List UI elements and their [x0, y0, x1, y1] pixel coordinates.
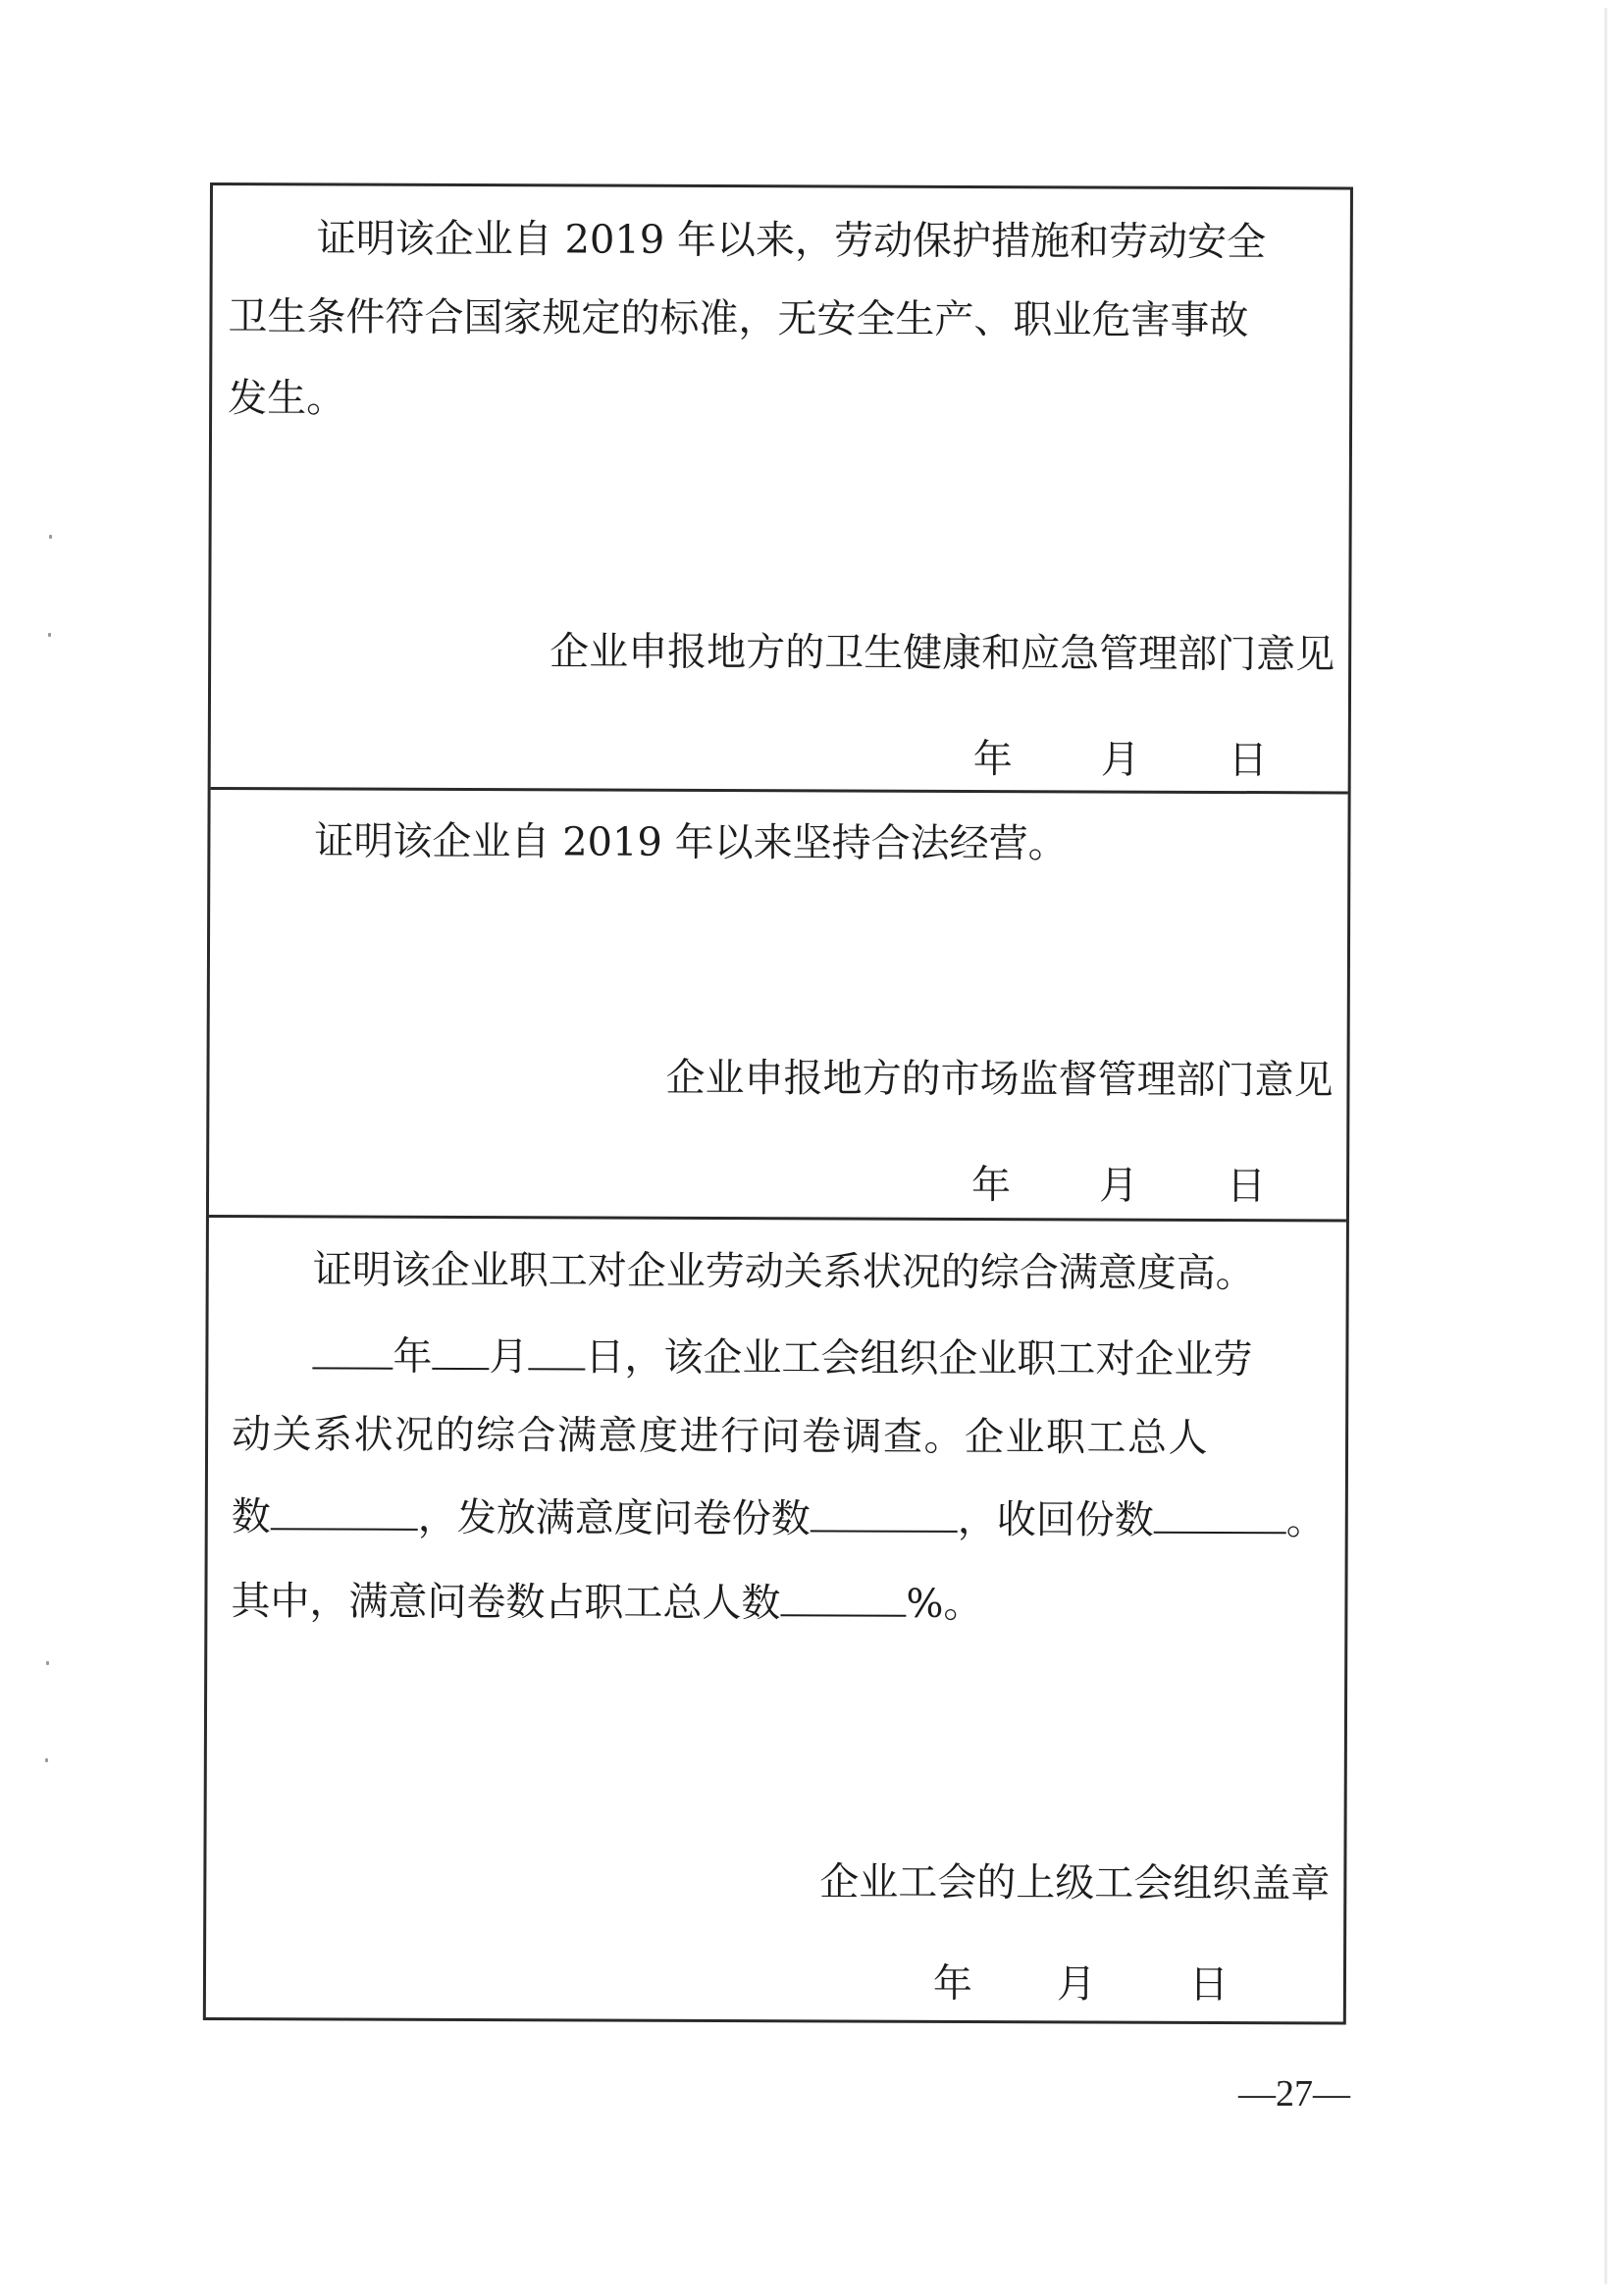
survey-line-1-text: 日，该企业工会组织企业职工对企业劳: [585, 1334, 1253, 1383]
section-divider-1: [211, 787, 1348, 794]
section1-body-line-3: 发生。: [228, 376, 346, 422]
section1-signature-label: 企业申报地方的卫生健康和应急管理部门意见: [550, 629, 1335, 678]
scan-speck: [46, 1661, 49, 1665]
survey-line-2: 动关系状况的综合满意度进行问卷调查。企业职工总人: [232, 1412, 1210, 1461]
section1-date-day: 日: [1228, 737, 1268, 784]
section2-date-day: 日: [1226, 1163, 1267, 1210]
questionnaires-issued-field[interactable]: [811, 1496, 958, 1533]
survey-line-3-label-c: ，收回份数: [957, 1496, 1154, 1543]
survey-line-3-label-a: 数: [231, 1494, 271, 1540]
section-divider-2: [209, 1215, 1346, 1222]
survey-line-4-label-a: 其中，满意问卷数占职工总人数: [231, 1579, 781, 1627]
section3-date-month: 月: [1056, 1961, 1097, 2008]
scan-speck: [45, 1758, 48, 1762]
certification-form-table: [203, 183, 1353, 2024]
questionnaires-returned-field[interactable]: [1154, 1498, 1286, 1535]
satisfied-percentage-field[interactable]: [780, 1581, 906, 1616]
section2-date-year: 年: [970, 1162, 1012, 1209]
survey-line-3-label-b: ，发放满意度问卷份数: [417, 1494, 811, 1542]
section1-body-line-1: 证明该企业自 2019 年以来，劳动保护措施和劳动安全: [316, 216, 1267, 266]
scan-speck: [48, 633, 51, 637]
section3-date-year: 年: [932, 1960, 973, 2007]
survey-line-4: [231, 1579, 983, 1628]
survey-day-field[interactable]: [528, 1334, 585, 1370]
survey-line-3-label-d: 。: [1285, 1498, 1326, 1544]
survey-year-label: 年: [393, 1333, 433, 1380]
section3-signature-label: 企业工会的上级工会组织盖章: [819, 1859, 1331, 1907]
survey-line-1: [312, 1333, 1253, 1383]
survey-line-3: [231, 1494, 1326, 1544]
section1-date-year: 年: [972, 736, 1013, 783]
survey-month-label: 月: [489, 1334, 529, 1381]
section3-body-line-1: 证明该企业职工对企业劳动关系状况的综合满意度高。: [312, 1247, 1255, 1297]
section1-date-month: 月: [1100, 737, 1140, 783]
section-health-emergency: [213, 185, 1350, 784]
total-employees-field[interactable]: [271, 1494, 418, 1531]
section2-body-line-1: 证明该企业自 2019 年以来坚持合法经营。: [314, 818, 1068, 867]
section2-signature-label: 企业申报地方的市场监督管理部门意见: [665, 1055, 1334, 1104]
section2-date-month: 月: [1098, 1163, 1139, 1209]
page-number: —27—: [1238, 2073, 1350, 2114]
survey-month-field[interactable]: [432, 1334, 489, 1370]
survey-line-4-label-b: %。: [906, 1581, 983, 1628]
section3-date-day: 日: [1188, 1961, 1230, 2008]
scan-speck: [49, 535, 52, 539]
scan-page-edge: [1604, 8, 1607, 2284]
survey-year-field[interactable]: [312, 1333, 393, 1369]
section1-body-line-2: 卫生条件符合国家规定的标准，无安全生产、职业危害事故: [228, 294, 1249, 344]
